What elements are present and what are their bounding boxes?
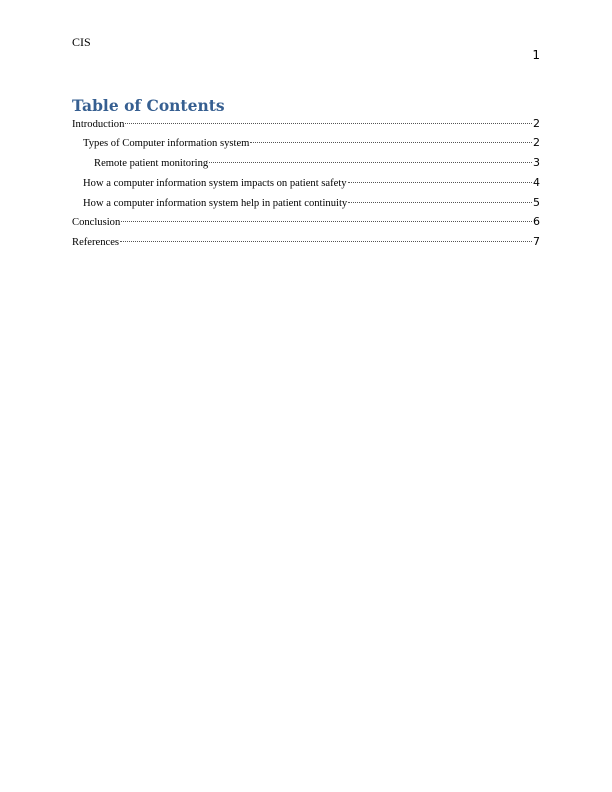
dot-leader bbox=[348, 202, 532, 203]
toc-entry-label: How a computer information system help in patient continuity bbox=[83, 198, 348, 209]
dot-leader bbox=[121, 221, 532, 222]
toc-entry-page: 2 bbox=[533, 117, 540, 130]
dot-leader bbox=[348, 182, 532, 183]
toc-title: Table of Contents bbox=[72, 96, 225, 115]
toc-entry-references[interactable] bbox=[72, 235, 540, 250]
toc-entry-conclusion[interactable] bbox=[72, 215, 540, 230]
dot-leader bbox=[125, 123, 532, 124]
toc-entry-page: 2 bbox=[533, 136, 540, 149]
toc-entry-label: References bbox=[72, 237, 120, 248]
toc-entry-page: 6 bbox=[533, 215, 540, 228]
toc-entry-remote-patient-monitoring[interactable] bbox=[94, 156, 540, 171]
toc-entry-page: 3 bbox=[533, 156, 540, 169]
toc-entry-introduction[interactable] bbox=[72, 117, 540, 132]
toc-entry-types-of-cis[interactable] bbox=[83, 136, 540, 151]
toc-entry-label: Conclusion bbox=[72, 217, 121, 228]
dot-leader bbox=[120, 241, 532, 242]
toc-entry-patient-continuity[interactable] bbox=[83, 196, 540, 211]
page-number: 1 bbox=[532, 48, 540, 62]
toc-entry-page: 7 bbox=[533, 235, 540, 248]
dot-leader bbox=[209, 162, 532, 163]
toc-entry-patient-safety[interactable] bbox=[83, 176, 540, 191]
toc-entry-label: How a computer information system impacts on patient safety bbox=[83, 178, 347, 189]
toc-entry-page: 4 bbox=[533, 176, 540, 189]
dot-leader bbox=[250, 142, 532, 143]
toc-entry-label: Types of Computer information system bbox=[83, 138, 250, 149]
running-head: CIS bbox=[72, 35, 91, 49]
table-of-contents bbox=[72, 0, 540, 792]
toc-entry-page: 5 bbox=[533, 196, 540, 209]
toc-entry-label: Introduction bbox=[72, 119, 125, 130]
toc-entry-label: Remote patient monitoring bbox=[94, 158, 209, 169]
